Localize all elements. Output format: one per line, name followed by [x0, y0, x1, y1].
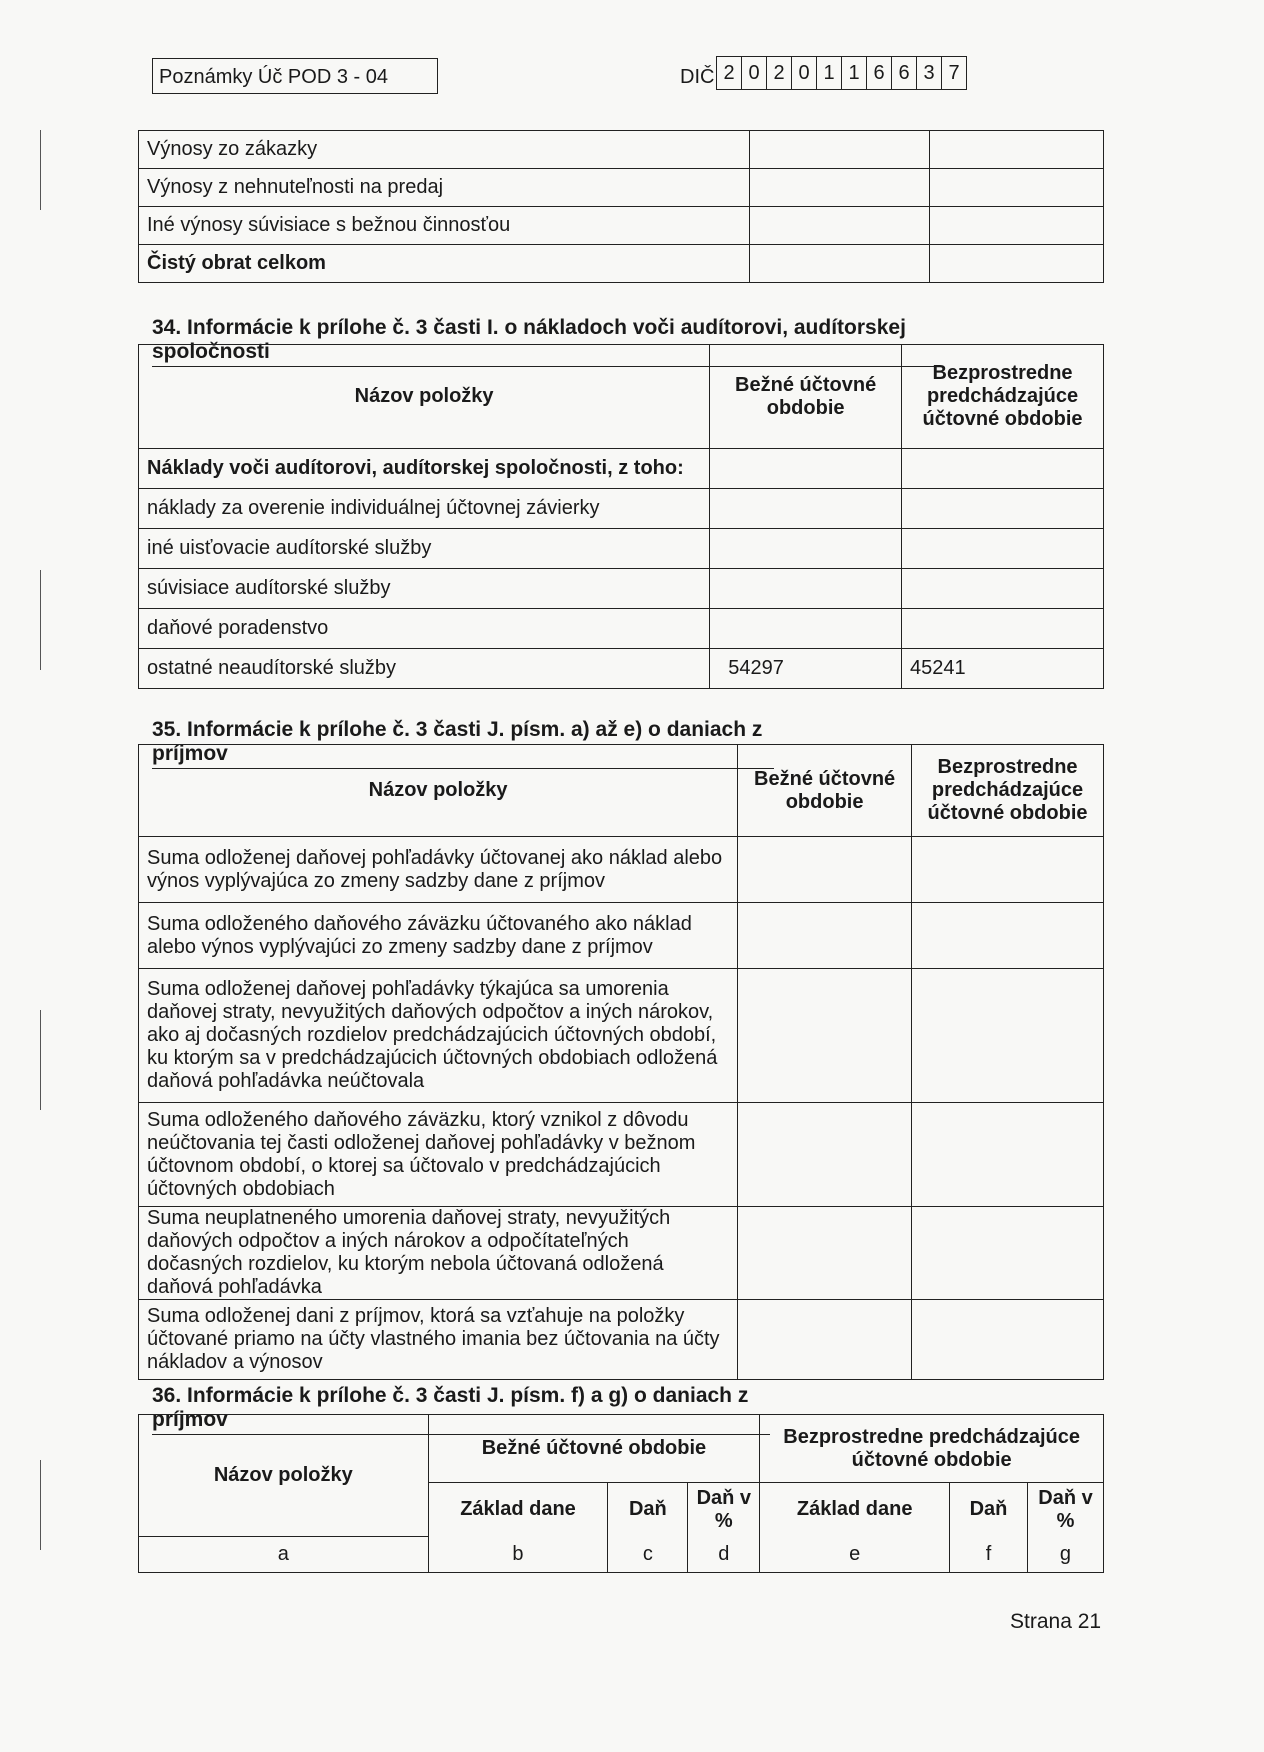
- auditor-current-value: [710, 529, 902, 569]
- revenue-cell: [750, 207, 930, 245]
- auditor-row-label: súvisiace audítorské služby: [139, 569, 710, 609]
- auditor-previous-value: 45241: [902, 649, 1104, 689]
- auditor-previous-value: [902, 529, 1104, 569]
- column-letter: b: [428, 1537, 608, 1573]
- auditor-current-value: [710, 569, 902, 609]
- deferred-tax-cell: [738, 1207, 912, 1300]
- subheader-tax-base: Základ dane: [760, 1483, 950, 1537]
- deferred-tax-row-label: Suma odloženej dani z príjmov, ktorá sa vzťahuje na položky účtované priamo na účty vlastného imania bez účtovania na účty nákladov a výnosov: [139, 1300, 738, 1380]
- revenue-row-label: Iné výnosy súvisiace s bežnou činnosťou: [139, 207, 750, 245]
- auditor-costs-table: [138, 344, 1104, 689]
- dic-number: [716, 56, 967, 90]
- dic-digit: 0: [742, 57, 767, 89]
- page-number: Strana 21: [1010, 1610, 1102, 1633]
- dic-digit: 6: [867, 57, 892, 89]
- section-34-title: 34. Informácie k prílohe č. 3 časti I. o nákladoch voči audítorovi, audítorskej spoločnosti: [152, 316, 942, 367]
- column-letter: a: [139, 1537, 429, 1573]
- auditor-current-value: [710, 449, 902, 489]
- deferred-tax-cell: [738, 1103, 912, 1207]
- column-letter: c: [608, 1537, 688, 1573]
- column-letter: e: [760, 1537, 950, 1573]
- revenue-table: [138, 130, 1104, 283]
- auditor-row-label: ostatné neaudítorské služby: [139, 649, 710, 689]
- deferred-tax-cell: [738, 969, 912, 1103]
- column-letter: d: [688, 1537, 760, 1573]
- revenue-cell: [930, 245, 1104, 283]
- auditor-previous-value: [902, 489, 1104, 529]
- col-header-current: Bežné účtovné obdobie: [738, 745, 912, 837]
- deferred-tax-cell: [738, 837, 912, 903]
- deferred-tax-cell: [912, 903, 1104, 969]
- col-header-name: Názov položky: [139, 345, 710, 449]
- revenue-cell: [750, 131, 930, 169]
- scan-margin-mark: [40, 1460, 41, 1550]
- revenue-row-label: Výnosy z nehnuteľnosti na predaj: [139, 169, 750, 207]
- dic-digit: 2: [717, 57, 742, 89]
- deferred-tax-row-label: Suma odloženého daňového záväzku, ktorý vznikol z dôvodu neúčtovania tej časti odloženej daňovej pohľadávky v bežnom účtovnom období, o ktorej sa účtovalo v predchádzajúcich účtovných obdobiach: [139, 1103, 738, 1207]
- deferred-tax-row-label: Suma neuplatneného umorenia daňovej straty, nevyužitých daňových odpočtov a iných nárokov a odpočítateľných dočasných rozdielov, ku ktorým nebola účtovaná odložená daňová pohľadávka: [139, 1207, 738, 1300]
- subheader-tax-percent: Daň v %: [688, 1483, 760, 1537]
- auditor-current-value: 54297: [710, 649, 902, 689]
- deferred-tax-row-label: Suma odloženej daňovej pohľadávky týkajúca sa umorenia daňovej straty, nevyužitých daňových odpočtov a iných nárokov, ako aj dočasných rozdielov predchádzajúcich účtovných období, ku ktorým sa v predchádzajúcich účtovných obdobiach odložená daňová pohľadávka neúčtovala: [139, 969, 738, 1103]
- column-letter: f: [950, 1537, 1028, 1573]
- auditor-previous-value: [902, 569, 1104, 609]
- subheader-tax: Daň: [950, 1483, 1028, 1537]
- revenue-cell: [750, 245, 930, 283]
- revenue-cell: [750, 169, 930, 207]
- column-letter: g: [1027, 1537, 1103, 1573]
- auditor-current-value: [710, 489, 902, 529]
- dic-label: DIČ: [680, 66, 715, 88]
- section-35-title: 35. Informácie k prílohe č. 3 časti J. písm. a) až e) o daniach z príjmov: [152, 718, 774, 769]
- auditor-row-label: daňové poradenstvo: [139, 609, 710, 649]
- auditor-current-value: [710, 609, 902, 649]
- col-header-previous: Bezprostredne predchádzajúce účtovné obdobie: [760, 1415, 1104, 1483]
- subheader-tax: Daň: [608, 1483, 688, 1537]
- auditor-previous-value: [902, 609, 1104, 649]
- subheader-tax-percent: Daň v %: [1027, 1483, 1103, 1537]
- revenue-total-label: Čistý obrat celkom: [139, 245, 750, 283]
- deferred-tax-cell: [912, 969, 1104, 1103]
- income-tax-table: [138, 1414, 1104, 1573]
- scan-margin-mark: [40, 1010, 41, 1110]
- revenue-cell: [930, 207, 1104, 245]
- deferred-tax-table: [138, 744, 1104, 1380]
- dic-digit: 1: [817, 57, 842, 89]
- subheader-tax-base: Základ dane: [428, 1483, 608, 1537]
- auditor-row-label: náklady za overenie individuálnej účtovnej závierky: [139, 489, 710, 529]
- section-36-title: 36. Informácie k prílohe č. 3 časti J. písm. f) a g) o daniach z príjmov: [152, 1384, 770, 1435]
- revenue-cell: [930, 131, 1104, 169]
- deferred-tax-row-label: Suma odloženej daňovej pohľadávky účtovanej ako náklad alebo výnos vyplývajúca zo zmeny sadzby dane z príjmov: [139, 837, 738, 903]
- auditor-row-label: Náklady voči audítorovi, audítorskej spoločnosti, z toho:: [139, 449, 710, 489]
- auditor-row-label: iné uisťovacie audítorské služby: [139, 529, 710, 569]
- col-header-previous: Bezprostredne predchádzajúce účtovné obdobie: [902, 345, 1104, 449]
- deferred-tax-cell: [912, 1207, 1104, 1300]
- document-reference: Poznámky Úč POD 3 - 04: [152, 58, 438, 94]
- col-header-current: Bežné účtovné obdobie: [428, 1415, 760, 1483]
- auditor-previous-value: [902, 449, 1104, 489]
- scan-margin-mark: [40, 130, 41, 210]
- deferred-tax-cell: [912, 1300, 1104, 1380]
- revenue-cell: [930, 169, 1104, 207]
- col-header-current: Bežné účtovné obdobie: [710, 345, 902, 449]
- dic-digit: 3: [917, 57, 942, 89]
- deferred-tax-cell: [738, 1300, 912, 1380]
- col-header-previous: Bezprostredne predchádzajúce účtovné obdobie: [912, 745, 1104, 837]
- dic-digit: 0: [792, 57, 817, 89]
- dic-digit: 7: [948, 62, 960, 84]
- col-header-name: Názov položky: [139, 745, 738, 837]
- col-header-name: Názov položky: [139, 1415, 429, 1537]
- deferred-tax-cell: [738, 903, 912, 969]
- scan-margin-mark: [40, 570, 41, 670]
- deferred-tax-cell: [912, 1103, 1104, 1207]
- dic-digit: 6: [892, 57, 917, 89]
- deferred-tax-row-label: Suma odloženého daňového záväzku účtovaného ako náklad alebo výnos vyplývajúci zo zmeny sadzby dane z príjmov: [139, 903, 738, 969]
- deferred-tax-cell: [912, 837, 1104, 903]
- dic-digit: 1: [842, 57, 867, 89]
- revenue-row-label: Výnosy zo zákazky: [139, 131, 750, 169]
- dic-digit: 2: [767, 57, 792, 89]
